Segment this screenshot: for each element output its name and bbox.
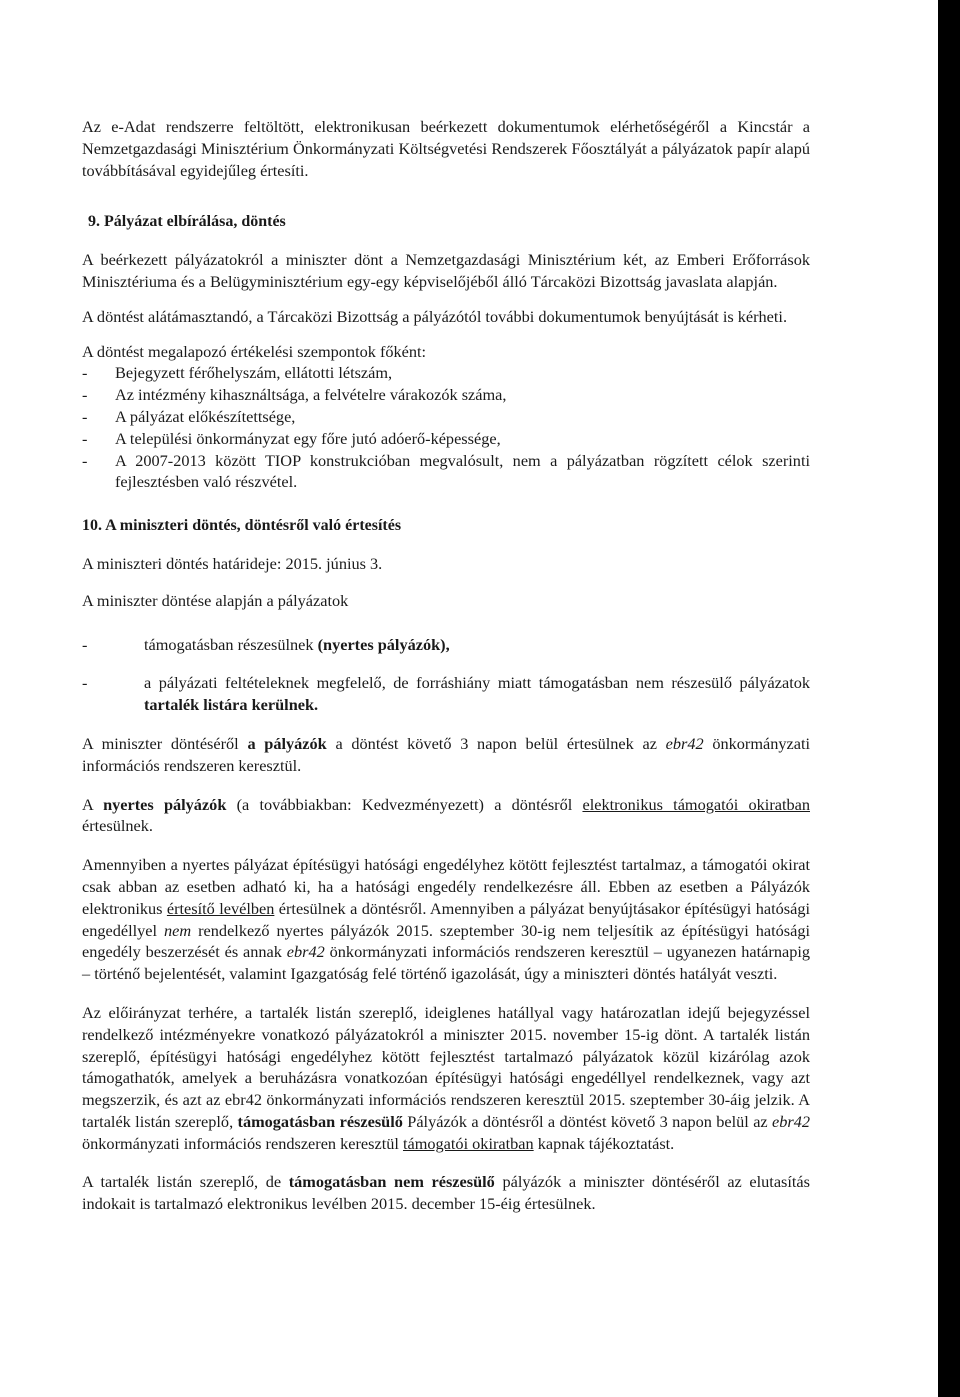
- outcome-winners-bold: (nyertes pályázók),: [317, 634, 450, 654]
- text-run-underlined: elektronikus támogatói okiratban: [582, 794, 810, 814]
- decision-deadline: A miniszteri döntés határideje: 2015. június 3.: [82, 553, 383, 573]
- text-run: önkormányzati információs rendszeren keresztül – ugyanezen határnapig – történő bejelentését, valamint Igazgatóság felé történő igazolását, úgy a miniszteri döntés hatályát veszti.: [82, 942, 810, 984]
- scan-border-bar: [938, 0, 960, 1397]
- text-run: A miniszter döntéséről: [82, 733, 248, 753]
- outcome-reserve-text: a pályázati feltételeknek megfelelő, de forráshiány miatt támogatásban nem részesülő pályázatok: [144, 673, 810, 693]
- list-item: - A 2007-2013 között TIOP konstrukcióban megvalósult, nem a pályázatban rögzített célok szerinti fejlesztésben való részvétel.: [82, 450, 810, 494]
- outcome-winners-text: támogatásban részesülnek: [144, 634, 318, 654]
- text-run: A tartalék listán szereplő, de: [82, 1172, 289, 1192]
- text-run: önkormányzati információs rendszeren keresztül.: [82, 733, 811, 775]
- document-page: [82, 116, 810, 1215]
- section-9-paragraph-1: A beérkezett pályázatokról a miniszter dönt a Nemzetgazdasági Minisztérium két, az Emberi Erőforrások Minisztériuma és a Belügyminisztérium egy-egy képviselőjéből álló Tárcaközi Bizottság javaslata alapján.: [82, 250, 810, 291]
- text-run-bold: támogatásban részesülő: [237, 1111, 403, 1131]
- decision-outcomes-list: [82, 634, 810, 716]
- text-run-underlined: értesítő levélben: [166, 898, 275, 918]
- text-run-bold: támogatásban nem részesülő: [288, 1172, 495, 1192]
- section-9-heading: 9. Pályázat elbírálása, döntés: [88, 213, 286, 231]
- text-run: Pályázók a döntésről a döntést követő 3 napon belül az: [402, 1111, 773, 1131]
- criteria-intro: A döntést megalapozó értékelési szempontok főként:: [82, 341, 427, 361]
- section-9-paragraph-2: A döntést alátámasztandó, a Tárcaközi Bizottság a pályázótól további dokumentumok benyújtását is kérheti.: [82, 306, 788, 326]
- text-run: kapnak tájékoztatást.: [533, 1133, 675, 1153]
- permit-paragraph: [82, 854, 810, 985]
- text-run: pályázók a miniszter döntéséről az elutasítás indokait is tartalmazó elektronikus levélben 2015. december 15-éig értesülnek.: [82, 1172, 810, 1214]
- reserve-list-paragraph: [82, 1002, 810, 1155]
- list-item: [82, 672, 810, 716]
- text-run-underlined: támogatói okiratban: [402, 1133, 534, 1153]
- text-run: értesülnek.: [82, 816, 153, 836]
- text-run: önkormányzati információs rendszeren keresztül: [82, 1133, 403, 1153]
- text-run-bold: nyertes pályázók: [103, 794, 227, 814]
- decision-intro: A miniszter döntése alapján a pályázatok: [82, 590, 349, 610]
- text-run: értesülnek a döntésről. Amennyiben a pályázat benyújtásakor építésügyi hatósági engedéllyel: [82, 898, 810, 940]
- list-item: - Bejegyzett férőhelyszám, ellátotti létszám,: [82, 362, 810, 384]
- text-run-italic: ebr42: [772, 1111, 811, 1131]
- notification-paragraph: [82, 733, 810, 777]
- text-run: Az előirányzat terhére, a tartalék listán szereplő, ideiglenes hatállyal vagy határozatlan idejű bejegyzéssel rendelkező intézményekre vonatkozó pályázatokról a miniszter 2015. november 15-ig dönt. A tartalék listán szereplő, építésügyi hatósági engedélyhez kötött fejlesztést tartalmazó pályázatok közül kizárólag azok támogathatók, amelyek a beruházásra vonatkozóan építésügyi hatósági engedéllyel rendelkeznek, vagy azt megszerzik, és azt az ebr42 önkormányzati információs rendszeren keresztül 2015. szeptember 30-áig jelzik. A tartalék listán szereplő,: [82, 1002, 810, 1131]
- list-item: - A pályázat előkészítettsége,: [82, 406, 810, 428]
- text-run: A: [82, 794, 104, 814]
- text-run-italic: ebr42: [286, 942, 325, 962]
- text-run-italic: ebr42: [665, 733, 704, 753]
- rejection-paragraph: [82, 1171, 810, 1215]
- list-item: - A települési önkormányzat egy főre jutó adóerő-képessége,: [82, 428, 810, 450]
- text-run-bold: a pályázók: [247, 733, 327, 753]
- list-item: [82, 634, 810, 656]
- text-run: rendelkező nyertes pályázók 2015. szeptember 30-ig nem teljesítik az építésügyi hatósági engedély beszerzését és annak: [82, 920, 811, 962]
- text-run-italic: nem: [164, 920, 192, 940]
- text-run: Amennyiben a nyertes pályázat építésügyi hatósági engedélyhez kötött fejlesztést tartalmaz, a támogatói okirat csak abban az esetben adható ki, ha a hatósági engedély rendelkezésre áll. Ebben az esetben a Pályázók elektronikus: [82, 855, 810, 918]
- list-item: - Az intézmény kihasználtsága, a felvételre várakozók száma,: [82, 384, 810, 406]
- text-run: (a továbbiakban: Kedvezményezett) a döntésről: [226, 794, 583, 814]
- criteria-list: [82, 362, 810, 493]
- winners-paragraph: [82, 794, 810, 838]
- text-run: a döntést követő 3 napon belül értesülnek az: [326, 733, 666, 753]
- section-10-heading: 10. A miniszteri döntés, döntésről való értesítés: [82, 517, 402, 535]
- outcome-reserve-bold: tartalék listára kerülnek.: [144, 695, 319, 715]
- intro-paragraph: Az e-Adat rendszerre feltöltött, elektronikusan beérkezett dokumentumok elérhetőségéről a Kincstár a Nemzetgazdasági Minisztérium Önkormányzati Költségvetési Rendszerek Főosztályát a pályázatok papír alapú továbbításával egyidejűleg értesíti.: [82, 117, 810, 180]
